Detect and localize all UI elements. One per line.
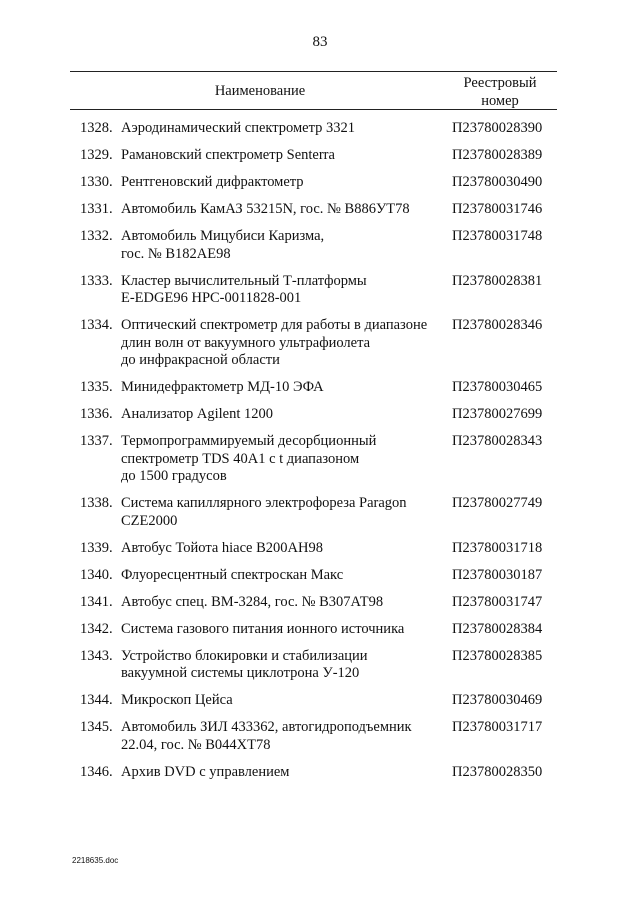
row-number: 1334. bbox=[80, 317, 113, 333]
table-row bbox=[70, 648, 557, 683]
table-row bbox=[70, 495, 557, 530]
row-number: 1329. bbox=[80, 147, 113, 163]
table-row bbox=[70, 567, 557, 585]
row-name-line: Система капиллярного электрофореза Paragon bbox=[121, 495, 407, 511]
row-name-line: гос. № В182АЕ98 bbox=[121, 245, 231, 262]
row-name bbox=[121, 379, 446, 397]
table-row bbox=[70, 764, 557, 782]
table-row bbox=[70, 719, 557, 754]
row-name-line: Кластер вычислительный Т-платформы bbox=[121, 272, 367, 289]
row-name bbox=[121, 317, 446, 370]
row-name-line: CZE2000 bbox=[121, 512, 178, 529]
row-registry-number: П23780028343 bbox=[452, 433, 543, 449]
row-name-line: Архив DVD с управлением bbox=[121, 763, 290, 780]
row-name-line: Оптический спектрометр для работы в диапазоне bbox=[121, 317, 428, 333]
row-registry-number: П23780028389 bbox=[452, 147, 543, 163]
row-registry-number: П23780028346 bbox=[452, 317, 543, 333]
table-row bbox=[70, 317, 557, 370]
row-registry-number: П23780028385 bbox=[452, 647, 543, 664]
row-registry-number: П23780031747 bbox=[452, 593, 543, 610]
table-header-rule bbox=[70, 109, 557, 110]
row-number: 1342. bbox=[80, 620, 113, 637]
row-name-line: Автомобиль ЗИЛ 433362, автогидроподъемник bbox=[121, 719, 412, 735]
row-name bbox=[121, 228, 446, 263]
row-registry-number: П23780031717 bbox=[452, 719, 543, 735]
row-name bbox=[121, 147, 446, 165]
row-name-line: Минидефрактометр МД-10 ЭФА bbox=[121, 379, 324, 395]
table-row bbox=[70, 273, 557, 308]
row-name-line: E-EDGE96 HPC-0011828-001 bbox=[121, 290, 302, 306]
row-registry-number: П23780030187 bbox=[452, 566, 543, 583]
row-number: 1335. bbox=[80, 379, 113, 395]
row-name bbox=[121, 174, 446, 192]
row-registry-number: П23780028350 bbox=[452, 763, 543, 780]
row-name bbox=[121, 764, 446, 782]
row-name-line: вакуумной системы циклотрона У-120 bbox=[121, 665, 360, 681]
row-name bbox=[121, 719, 446, 754]
row-name bbox=[121, 406, 446, 424]
row-number: 1336. bbox=[80, 406, 113, 422]
row-registry-number: П23780030490 bbox=[452, 174, 543, 190]
row-number: 1330. bbox=[80, 174, 113, 190]
row-name-line: Автобус Тойота hiace В200АН98 bbox=[121, 539, 323, 556]
column-header-registry bbox=[450, 74, 550, 110]
column-header-registry-line2: номер bbox=[481, 93, 519, 109]
row-name bbox=[121, 273, 446, 308]
row-number: 1345. bbox=[80, 719, 113, 735]
row-name-line: Устройство блокировки и стабилизации bbox=[121, 647, 368, 664]
row-name-line: Автобус спец. ВМ-3284, гос. № В307АТ98 bbox=[121, 593, 384, 610]
row-registry-number: П23780027749 bbox=[452, 495, 543, 511]
table-row bbox=[70, 540, 557, 558]
row-name-line: Автомобиль Мицубиси Каризма, bbox=[121, 228, 325, 244]
row-number: 1343. bbox=[80, 647, 113, 664]
row-name-line: Термопрограммируемый десорбционный bbox=[121, 433, 377, 449]
row-number: 1346. bbox=[80, 763, 113, 780]
table-top-rule bbox=[70, 71, 557, 72]
row-registry-number: П23780027699 bbox=[452, 406, 543, 422]
table-row bbox=[70, 228, 557, 263]
table-row bbox=[70, 201, 557, 219]
row-name bbox=[121, 594, 446, 612]
table-row bbox=[70, 406, 557, 424]
row-name-line: Флуоресцентный спектроскан Макс bbox=[121, 566, 344, 583]
row-name bbox=[121, 648, 446, 683]
column-header-registry-line1: Реестровый bbox=[463, 75, 537, 91]
table-body bbox=[70, 120, 557, 791]
row-name-line: Рентгеновский дифрактометр bbox=[121, 174, 304, 190]
table-row bbox=[70, 379, 557, 397]
row-name-line: Аэродинамический спектрометр 3321 bbox=[121, 120, 355, 136]
row-number: 1331. bbox=[80, 201, 113, 217]
row-number: 1338. bbox=[80, 495, 113, 511]
row-name bbox=[121, 495, 446, 530]
row-registry-number: П23780030465 bbox=[452, 379, 543, 395]
row-number: 1333. bbox=[80, 272, 113, 289]
row-name-line: спектрометр TDS 40A1 с t диапазоном bbox=[121, 450, 360, 467]
row-name-line: 22.04, гос. № В044ХТ78 bbox=[121, 736, 271, 753]
row-name bbox=[121, 567, 446, 585]
row-name-line: длин волн от вакуумного ультрафиолета bbox=[121, 334, 371, 351]
row-number: 1341. bbox=[80, 593, 113, 610]
row-registry-number: П23780031746 bbox=[452, 201, 543, 217]
table-row bbox=[70, 147, 557, 165]
table-row bbox=[70, 433, 557, 486]
table-row bbox=[70, 692, 557, 710]
row-number: 1328. bbox=[80, 120, 113, 136]
table-row bbox=[70, 174, 557, 192]
row-number: 1339. bbox=[80, 539, 113, 556]
row-name-line: до инфракрасной области bbox=[121, 352, 280, 368]
row-registry-number: П23780031718 bbox=[452, 539, 543, 556]
row-registry-number: П23780028381 bbox=[452, 272, 543, 289]
row-name-line: Рамановский спектрометр Senterra bbox=[121, 147, 335, 163]
row-name-line: Анализатор Agilent 1200 bbox=[121, 406, 273, 422]
table-row bbox=[70, 120, 557, 138]
row-name bbox=[121, 540, 446, 558]
row-number: 1337. bbox=[80, 433, 113, 449]
row-name-line: Автомобиль КамАЗ 53215N, гос. № В886УТ78 bbox=[121, 201, 410, 217]
row-name-line: Система газового питания ионного источника bbox=[121, 620, 405, 637]
document-filename: 2218635.doc bbox=[72, 856, 119, 865]
page-number: 83 bbox=[312, 34, 328, 50]
row-name bbox=[121, 201, 446, 219]
table-row bbox=[70, 594, 557, 612]
row-name-line: Микроскоп Цейса bbox=[121, 692, 233, 708]
row-number: 1340. bbox=[80, 566, 113, 583]
row-registry-number: П23780028384 bbox=[452, 620, 543, 637]
row-number: 1344. bbox=[80, 692, 113, 708]
row-name-line: до 1500 градусов bbox=[121, 468, 227, 484]
row-name bbox=[121, 692, 446, 710]
column-header-name: Наименование bbox=[214, 83, 306, 99]
row-number: 1332. bbox=[80, 228, 113, 244]
row-registry-number: П23780031748 bbox=[452, 228, 543, 244]
table-row bbox=[70, 621, 557, 639]
row-name bbox=[121, 120, 446, 138]
row-registry-number: П23780028390 bbox=[452, 120, 543, 136]
row-name bbox=[121, 621, 446, 639]
row-registry-number: П23780030469 bbox=[452, 692, 543, 708]
row-name bbox=[121, 433, 446, 486]
